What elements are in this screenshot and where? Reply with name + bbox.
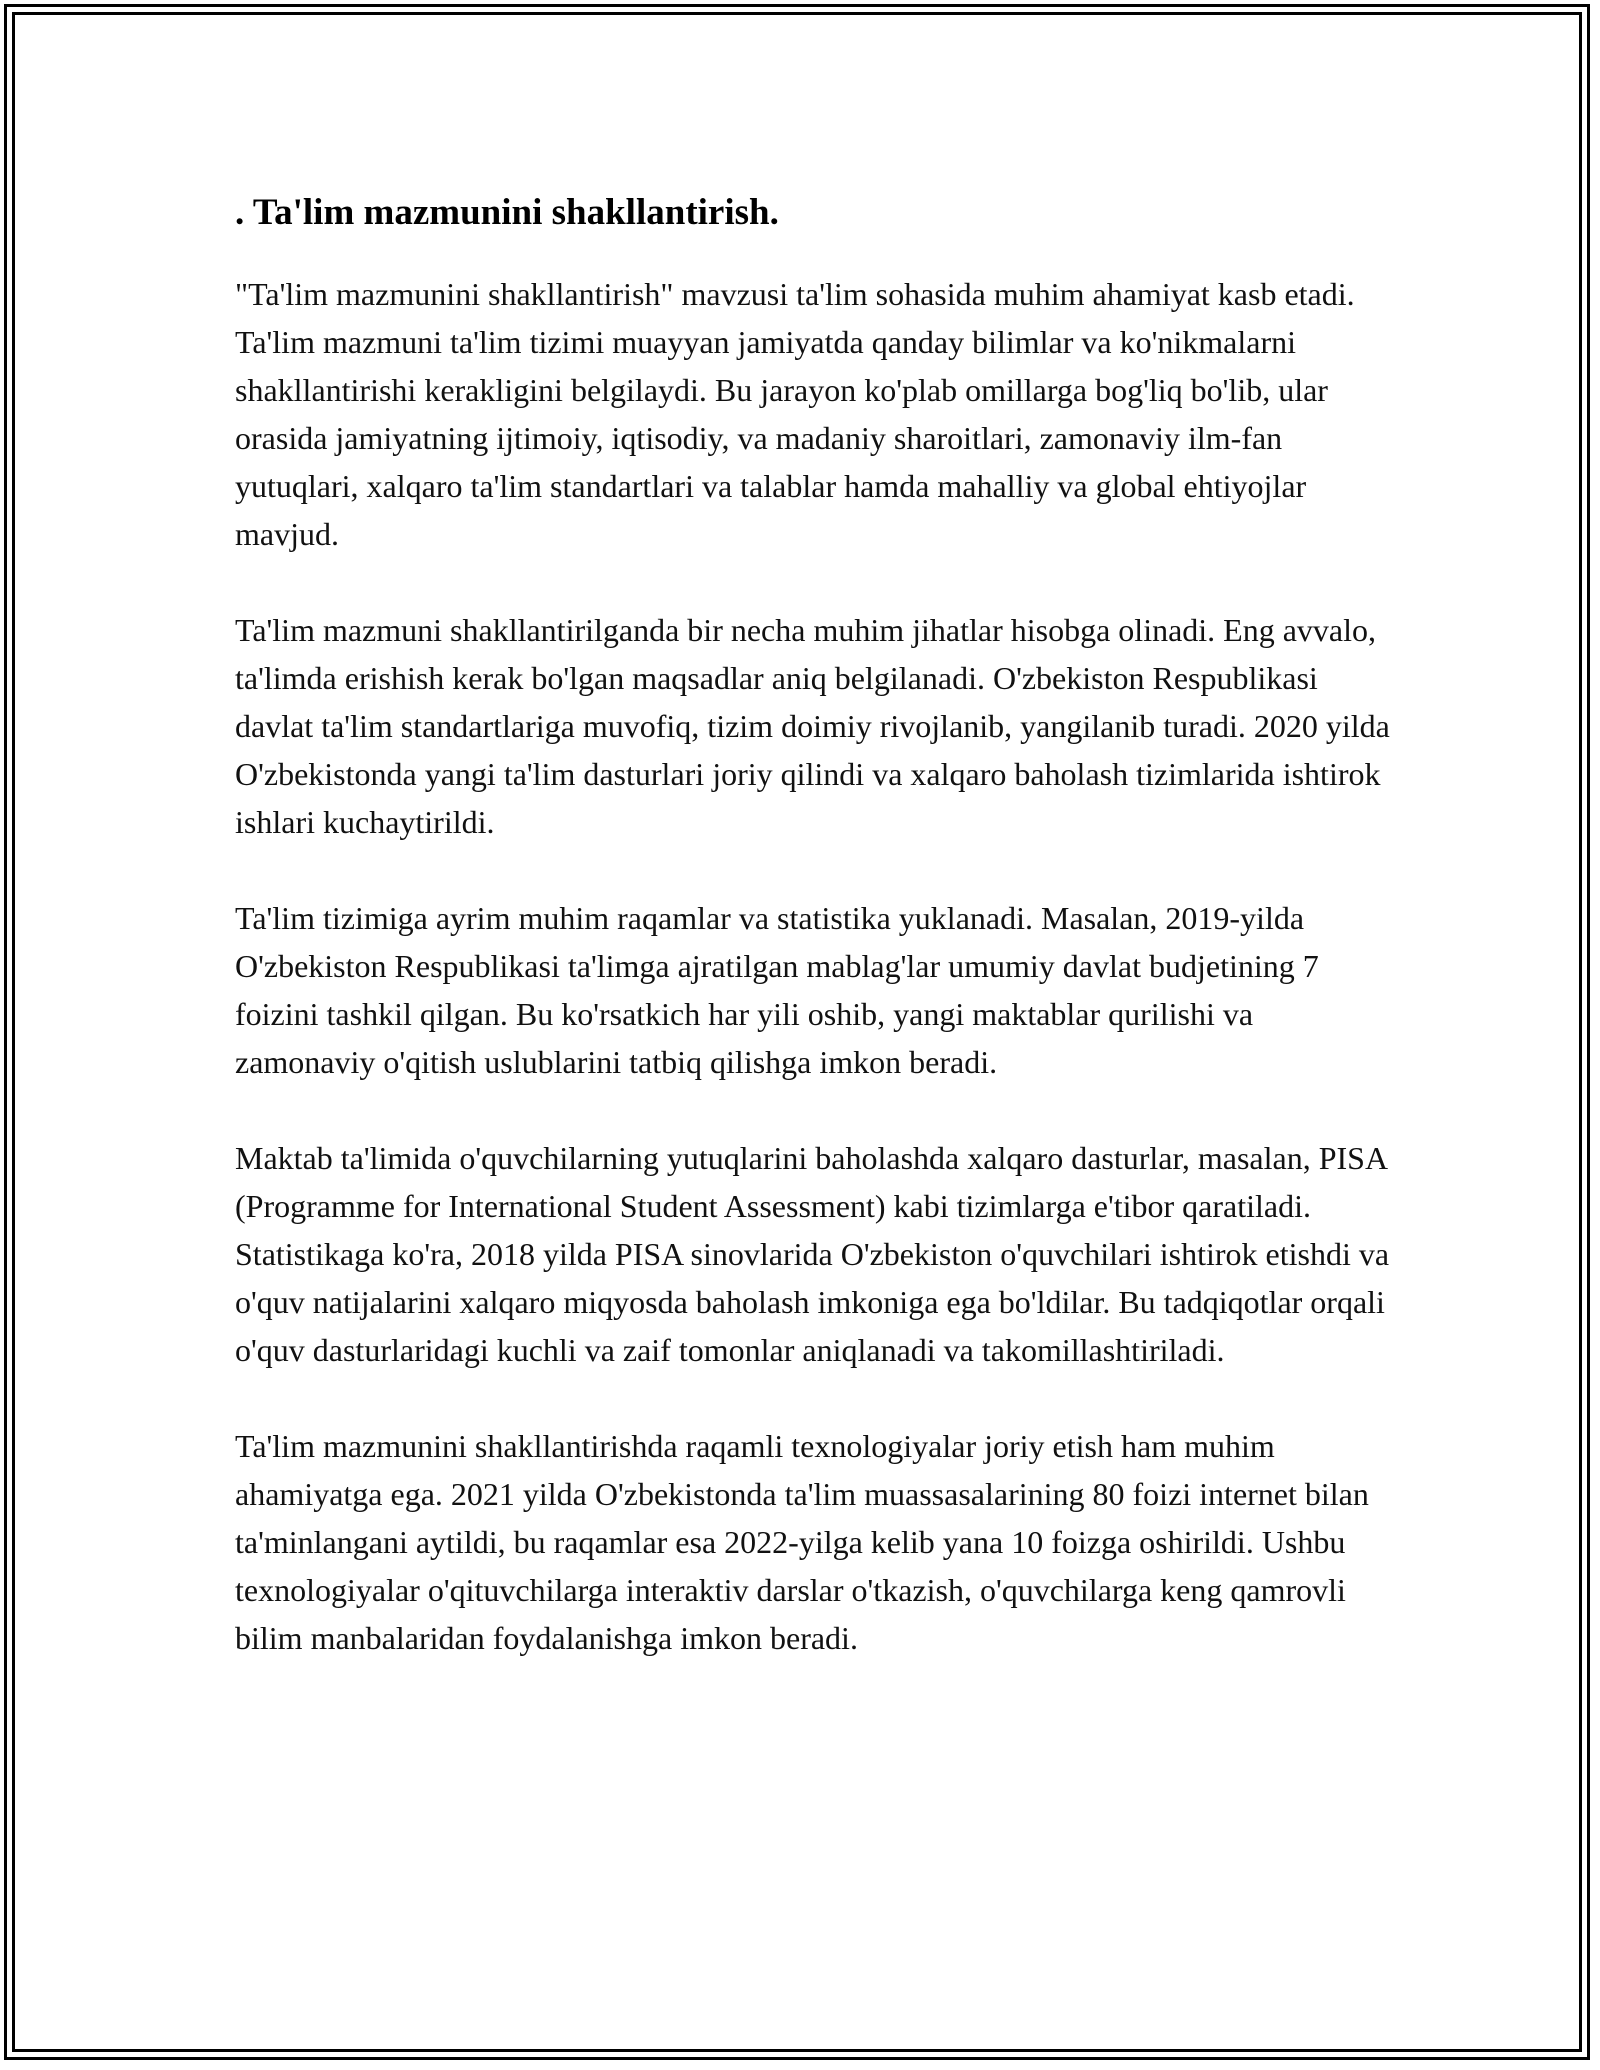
paragraph-1: "Ta'lim mazmunini shakllantirish" mavzusi ta'lim sohasida muhim ahamiyat kasb etadi. Ta'lim mazmuni ta'lim tizimi muayyan jamiyatda qanday bilimlar va ko'nikmalarni shakllantirishi kerakligini belgilaydi. Bu jarayon ko'plab omillarga bog'liq bo'lib, ular orasida jamiyatning ijtimoiy, iqtisodiy, va madaniy sharoitlari, zamonaviy ilm-fan yutuqlari, xalqaro ta'lim standartlari va talablar hamda mahalliy va global ehtiyojlar mavjud. [235,276,1355,552]
paragraph-4: Maktab ta'limida o'quvchilarning yutuqlarini baholashda xalqaro dasturlar, masalan, PISA (Programme for International Student Assessment) kabi tizimlarga e'tibor qaratiladi. Statistikaga ko'ra, 2018 yilda PISA sinovlarida O'zbekiston o'quvchilari ishtirok etishdi va o'quv natijalarini xalqaro miqyosda baholash imkoniga ega bo'ldilar. Bu tadqiqotlar orqali o'quv dasturlaridagi kuchli va zaif tomonlar aniqlanadi va takomillashtiriladi. [235,1140,1390,1368]
document-body [235,186,1395,1710]
document-title: . Ta'lim mazmunini shakllantirish. [235,192,779,233]
paragraph-5: Ta'lim mazmunini shakllantirishda raqamli texnologiyalar joriy etish ham muhim ahamiyatga ega. 2021 yilda O'zbekistonda ta'lim muassasalarining 80 foizi internet bilan ta'minlangani aytildi, bu raqamlar esa 2022-yilga kelib yana 10 foizga oshirildi. Ushbu texnologiyalar o'qituvchilarga interaktiv darslar o'tkazish, o'quvchilarga keng qamrovli bilim manbalaridan foydalanishga imkon beradi. [235,1428,1369,1656]
paragraph-2: Ta'lim mazmuni shakllantirilganda bir necha muhim jihatlar hisobga olinadi. Eng avvalo, ta'limda erishish kerak bo'lgan maqsadlar aniq belgilanadi. O'zbekiston Respublikasi davlat ta'lim standartlariga muvofiq, tizim doimiy rivojlanib, yangilanib turadi. 2020 yilda O'zbekistonda yangi ta'lim dasturlari joriy qilindi va xalqaro baholash tizimlarida ishtirok ishlari kuchaytirildi. [235,612,1390,840]
paragraph-3: Ta'lim tizimiga ayrim muhim raqamlar va statistika yuklanadi. Masalan, 2019-yilda O'zbekiston Respublikasi ta'limga ajratilgan mablag'lar umumiy davlat budjetining 7 foizini tashkil qilgan. Bu ko'rsatkich har yili oshib, yangi maktablar qurilishi va zamonaviy o'qitish uslublarini tatbiq qilishga imkon beradi. [235,900,1319,1080]
